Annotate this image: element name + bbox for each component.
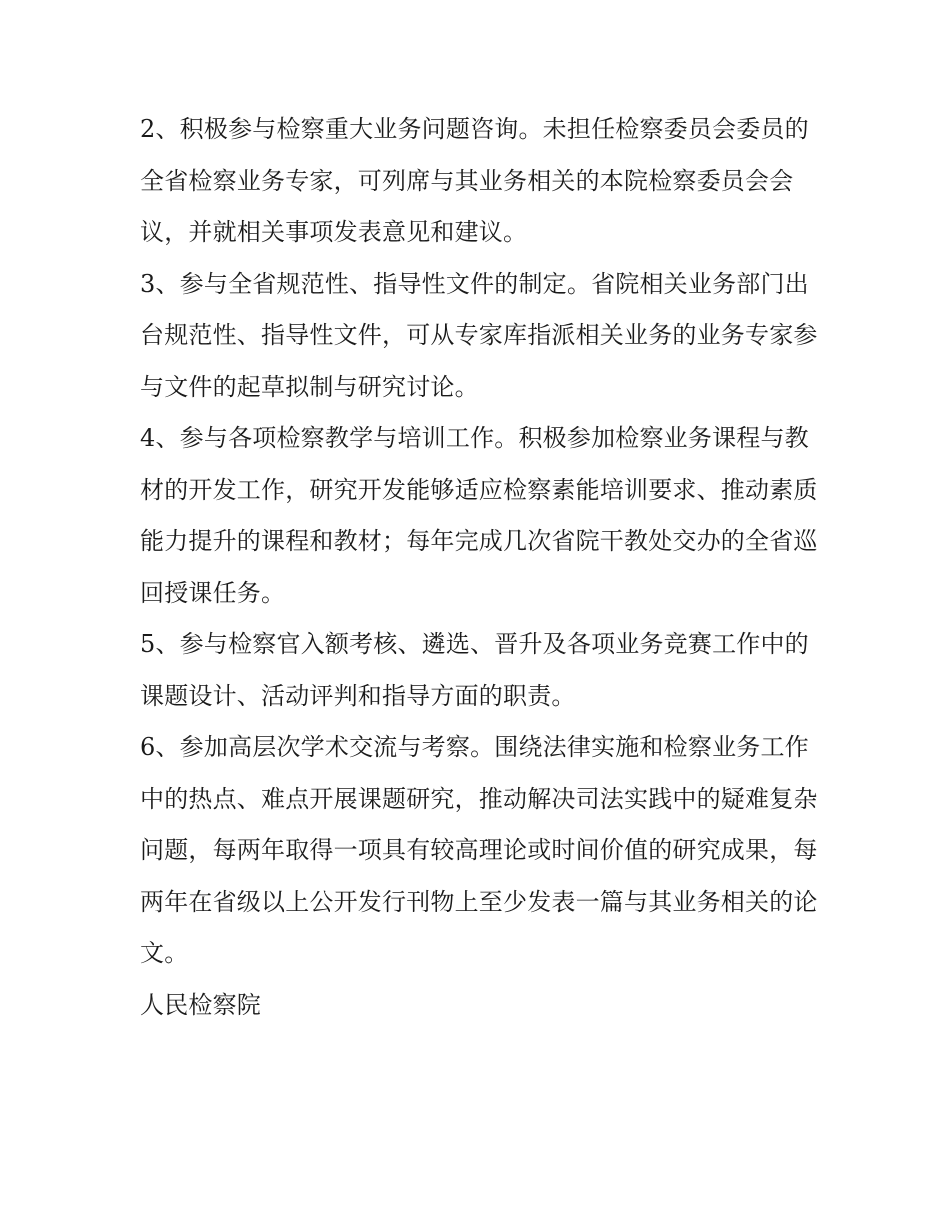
paragraph-item-3: 3、参与全省规范性、指导性文件的制定。省院相关业务部门出台规范性、指导性文件，可从专家库指派相关业务的业务专家参与文件的起草拟制与研究讨论。	[140, 269, 818, 401]
paragraph-item-6: 6、参加高层次学术交流与考察。围绕法律实施和检察业务工作中的热点、难点开展课题研究，推动解决司法实践中的疑难复杂问题，每两年取得一项具有较高理论或时间价值的研究成果，每两年在省级以上公开发行刊物上至少发表一篇与其业务相关的论文。	[140, 733, 818, 967]
paragraph-item-2: 2、积极参与检察重大业务问题咨询。未担任检察委员会委员的全省检察业务专家，可列席与其业务相关的本院检察委员会会议，并就相关事项发表意见和建议。	[140, 115, 809, 246]
signature-organization: 人民检察院	[140, 990, 261, 1019]
paragraph-item-5: 5、参与检察官入额考核、遴选、晋升及各项业务竞赛工作中的课题设计、活动评判和指导方面的职责。	[140, 630, 809, 710]
paragraph-item-4: 4、参与各项检察教学与培训工作。积极参加检察业务课程与教材的开发工作，研究开发能够适应检察素能培训要求、推动素质能力提升的课程和教材；每年完成几次省院干教处交办的全省巡回授课任务。	[140, 424, 818, 607]
document-body	[140, 104, 820, 1031]
